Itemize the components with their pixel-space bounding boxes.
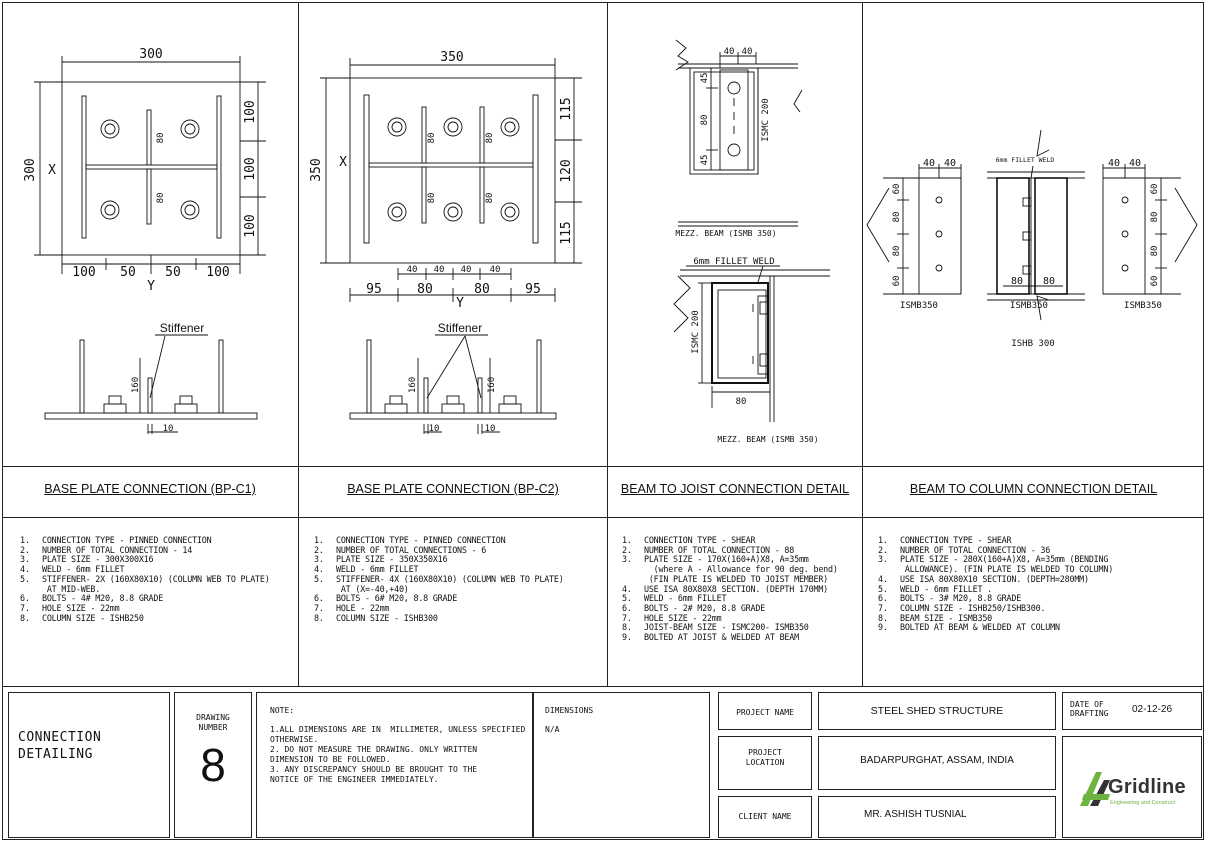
list-item: 5. STIFFENER- 4X (160X80X10) (COLUMN WEB TO PLATE) AT (X=-40,+40) [314, 573, 564, 594]
dim-right: 115 [559, 97, 574, 121]
dim-inner: 40 [460, 265, 472, 275]
weld-label: 6mm FILLET WELD [693, 257, 775, 267]
note-text: HOLE SIZE - 22mm [42, 602, 120, 613]
dim-height: 300 [23, 158, 38, 182]
note-text: NUMBER OF TOTAL CONNECTIONS - 6 [336, 544, 487, 555]
base-plate-bp-c2-drawing [300, 0, 606, 465]
base-plate-bp-c1-drawing [0, 0, 300, 465]
dim-top: 40 [1107, 158, 1121, 169]
notes-column [878, 536, 1200, 633]
dim-side: 60 [1150, 275, 1160, 287]
dim-elev-height: 160 [408, 376, 418, 394]
note-text: CONNECTION TYPE - SHEAR [644, 535, 756, 545]
note-text: PLATE SIZE - 300X300X16 [42, 554, 154, 565]
drawing-title: CONNECTION DETAILING [18, 730, 102, 762]
dimensions-value: N/A [545, 725, 560, 734]
project-location: BADARPURGHAT, ASSAM, INDIA [860, 755, 1014, 766]
list-item: 4. WELD - 6mm FILLET [20, 564, 125, 575]
dim-stiffener: 80 [485, 192, 495, 204]
note-text: BOLTS - 2# M20, 8.8 GRADE [644, 602, 766, 613]
dim-side: 60 [892, 183, 902, 195]
dim-bottom: 80 [474, 282, 490, 297]
list-item: 3. PLATE SIZE - 170X(160+A)X8, A=35mm (where A - Allowance for 90 deg. bend) (FIN PLATE IS WELDED TO JOIST MEMBER) [622, 554, 838, 584]
note-text: NUMBER OF TOTAL CONNECTION - 14 [42, 544, 193, 555]
dim-elev-thk: 10 [428, 424, 440, 434]
notes-bp-c1 [20, 536, 295, 623]
beam-label: ISMB350 [1124, 301, 1162, 311]
note-text: PLATE SIZE - 280X(160+A)X8, A=35mm (BENDING ALLOWANCE). (FIN PLATE IS WELDED TO COLUMN) [900, 554, 1114, 575]
note-text: BEAM SIZE - ISMB350 [900, 612, 993, 623]
list-item: 2. NUMBER OF TOTAL CONNECTIONS - 6 [314, 544, 487, 555]
note-text: HOLE - 22mm [336, 602, 390, 613]
list-item: 6. BOLTS - 6# M20, 8.8 GRADE [314, 593, 458, 604]
dim-top: 40 [922, 158, 936, 169]
note-text: USE ISA 80X80X8 SECTION. (DEPTH 170MM) [644, 583, 829, 594]
client-name-label: CLIENT NAME [738, 812, 792, 821]
dim-inner: 40 [433, 265, 445, 275]
note-text: PLATE SIZE - 170X(160+A)X8, A=35mm (where A - Allowance for 90 deg. bend) (FIN PLATE IS WELDED TO JOIST MEMBER) [644, 554, 838, 584]
dim-elev-thk: 10 [162, 424, 174, 434]
dim-stiffener: 80 [156, 192, 166, 204]
note-text: NUMBER OF TOTAL CONNECTION - 88 [644, 544, 795, 555]
dim-inner: 40 [489, 265, 501, 275]
beam-label: MEZZ. BEAM (ISMB 350) [675, 229, 777, 238]
beam-to-column-drawing [863, 0, 1203, 465]
weld-label: 6mm FILLET WELD [995, 156, 1055, 164]
notes-joist [622, 536, 860, 643]
dim-stiffener: 80 [427, 132, 437, 144]
project-location-label: PROJECT LOCATION [745, 748, 785, 767]
dim-bottom: 50 [120, 265, 136, 280]
note-text: HOLE SIZE - 22mm [644, 612, 722, 623]
list-item: 5. WELD - 6mm FILLET . [878, 583, 993, 594]
dim-top: 40 [741, 47, 753, 57]
list-item: 4. USE ISA 80X80X10 SECTION. (DEPTH=280MM) [878, 573, 1089, 584]
divider [2, 686, 1204, 687]
date-label: DATE OF DRAFTING [1070, 700, 1109, 718]
dim-stiffener: 80 [427, 192, 437, 204]
note-text: NUMBER OF TOTAL CONNECTION - 36 [900, 544, 1051, 555]
project-name: STEEL SHED STRUCTURE [870, 705, 1004, 717]
note-text: JOIST-BEAM SIZE - ISMC200- ISMB350 [644, 622, 809, 633]
list-item: 3. PLATE SIZE - 300X300X16 [20, 554, 154, 565]
list-item: 8. COLUMN SIZE - ISHB250 [20, 612, 144, 623]
note-text: COLUMN SIZE - ISHB300 [336, 612, 438, 623]
note-text: PLATE SIZE - 350X350X16 [336, 554, 448, 565]
client-name: MR. ASHISH TUSNIAL [864, 809, 967, 820]
note-text: BOLTED AT BEAM & WELDED AT COLUMN [900, 622, 1060, 633]
note-text: COLUMN SIZE - ISHB250/ISHB300. [900, 602, 1046, 613]
note-label: NOTE: [270, 706, 295, 715]
dim-top: 40 [943, 158, 957, 169]
note-text: CONNECTION TYPE - PINNED CONNECTION [42, 535, 212, 545]
dim-bottom: 95 [525, 282, 541, 297]
note-text: STIFFENER- 4X (160X80X10) (COLUMN WEB TO PLATE) AT (X=-40,+40) [336, 573, 564, 594]
list-item: 7. COLUMN SIZE - ISHB250/ISHB300. [878, 602, 1046, 613]
section-title-bp-c2: BASE PLATE CONNECTION (BP-C2) [347, 482, 559, 496]
axis-x: X [48, 163, 56, 178]
dim-side: 80 [892, 245, 902, 257]
beam-label: ISMB350 [1010, 301, 1048, 311]
list-item: 4. USE ISA 80X80X8 SECTION. (DEPTH 170MM) [622, 583, 829, 594]
project-name-label: PROJECT NAME [736, 708, 794, 717]
list-item: 9. BOLTED AT BEAM & WELDED AT COLUMN [878, 622, 1060, 633]
dim-inner: 80 [1042, 276, 1056, 287]
dim-height: 350 [309, 158, 324, 182]
dim-right: 100 [243, 100, 258, 124]
list-item: 2. NUMBER OF TOTAL CONNECTION - 14 [20, 544, 193, 555]
dim-side: 45 [700, 154, 710, 166]
dimensions-label: DIMENSIONS [545, 706, 594, 715]
stiffener-callout: Stiffener [159, 321, 205, 335]
dim-side: 80 [1150, 211, 1160, 223]
section-title-column: BEAM TO COLUMN CONNECTION DETAIL [909, 482, 1158, 496]
note-text: BOLTS - 4# M20, 8.8 GRADE [42, 593, 164, 604]
dim-top: 40 [1128, 158, 1142, 169]
divider [2, 466, 1204, 467]
note-text: WELD - 6mm FILLET [644, 593, 727, 604]
dim-side: 80 [1150, 245, 1160, 257]
dim-width: 350 [440, 50, 464, 65]
dim-bottom: 100 [72, 265, 96, 280]
dim-right: 100 [243, 214, 258, 238]
axis-y: Y [147, 279, 155, 294]
dim-elev-thk: 10 [484, 424, 496, 434]
dim-bottom: 80 [417, 282, 433, 297]
list-item: 5. STIFFENER- 2X (160X80X10) (COLUMN WEB TO PLATE) AT MID-WEB. [20, 573, 270, 594]
note-text: 1.ALL DIMENSIONS ARE IN MILLIMETER, UNLESS SPECIFIED OTHERWISE. 2. DO NOT MEASURE THE DRAWING. ONLY WRITTEN DIMENSION TO BE FOLLOWED. 3. ANY DISCREPANCY SHOULD BE BROUGHT TO THE NOTICE OF THE ENGINEER IMMEDIATELY. [270, 725, 526, 784]
list-item: 1. CONNECTION TYPE - PINNED CONNECTION [20, 535, 212, 545]
dim-side: 80 [700, 114, 710, 126]
list-item: 2. NUMBER OF TOTAL CONNECTION - 36 [878, 544, 1051, 555]
member-label: ISMC 200 [691, 310, 701, 354]
note-text: BOLTS - 6# M20, 8.8 GRADE [336, 593, 458, 604]
member-label: ISMC 200 [761, 98, 771, 142]
note-text: CONNECTION TYPE - PINNED CONNECTION [336, 535, 506, 545]
dim-top: 40 [723, 47, 735, 57]
note-text: BOLTS - 3# M20, 8.8 GRADE [900, 593, 1022, 604]
list-item: 5. WELD - 6mm FILLET [622, 593, 727, 604]
note-text: BOLTED AT JOIST & WELDED AT BEAM [644, 632, 799, 643]
dim-stiffener: 80 [485, 132, 495, 144]
list-item: 7. HOLE - 22mm [314, 602, 390, 613]
dim-elev-height: 160 [487, 376, 497, 394]
section-title-bp-c1: BASE PLATE CONNECTION (BP-C1) [44, 482, 256, 496]
dim-side: 60 [1150, 183, 1160, 195]
list-item: 7. HOLE SIZE - 22mm [622, 612, 722, 623]
logo-name: Gridline [1108, 776, 1186, 798]
list-item: 1. CONNECTION TYPE - SHEAR [878, 535, 1012, 545]
axis-x: X [339, 155, 347, 170]
note-text: COLUMN SIZE - ISHB250 [42, 612, 144, 623]
list-item: 4. WELD - 6mm FILLET [314, 564, 419, 575]
dim-side: 80 [892, 211, 902, 223]
dim-bottom: 95 [366, 282, 382, 297]
note-text: WELD - 6mm FILLET . [900, 583, 993, 594]
note-text: STIFFENER- 2X (160X80X10) (COLUMN WEB TO PLATE) AT MID-WEB. [42, 573, 270, 594]
dim-side: 45 [700, 72, 710, 84]
list-item: 6. BOLTS - 3# M20, 8.8 GRADE [878, 593, 1022, 604]
dim-width: 300 [139, 47, 163, 62]
dim-inner: 80 [1010, 276, 1024, 287]
note-text: WELD - 6mm FILLET [336, 564, 419, 575]
section-title-joist: BEAM TO JOIST CONNECTION DETAIL [620, 482, 850, 496]
beam-to-joist-drawing [608, 0, 862, 465]
dim-bottom: 50 [165, 265, 181, 280]
divider [2, 517, 1204, 518]
list-item: 9. BOLTED AT JOIST & WELDED AT BEAM [622, 632, 799, 643]
note-text: USE ISA 80X80X10 SECTION. (DEPTH=280MM) [900, 573, 1089, 584]
stiffener-callout: Stiffener [437, 321, 483, 335]
beam-label: MEZZ. BEAM (ISMB 350) [717, 435, 819, 444]
dim-right: 115 [559, 221, 574, 245]
drawing-number-label: DRAWING NUMBER [196, 713, 230, 732]
list-item: 7. HOLE SIZE - 22mm [20, 602, 120, 613]
notes-bp-c2 [314, 536, 604, 623]
dim-inner: 40 [406, 265, 418, 275]
list-item: 6. BOLTS - 4# M20, 8.8 GRADE [20, 593, 164, 604]
dim-stiffener: 80 [156, 132, 166, 144]
drawing-number: 8 [200, 739, 226, 791]
list-item: 2. NUMBER OF TOTAL CONNECTION - 88 [622, 544, 795, 555]
dim-elev-height: 160 [131, 376, 141, 394]
dim-side: 60 [892, 275, 902, 287]
list-item: 6. BOLTS - 2# M20, 8.8 GRADE [622, 602, 766, 613]
title-cell [8, 692, 170, 838]
dim-right: 100 [243, 157, 258, 181]
dim-bottom: 100 [206, 265, 230, 280]
axis-y: Y [456, 296, 464, 311]
list-item: 8. BEAM SIZE - ISMB350 [878, 612, 993, 623]
list-item: 8. COLUMN SIZE - ISHB300 [314, 612, 438, 623]
list-item: 3. PLATE SIZE - 280X(160+A)X8, A=35mm (BENDING ALLOWANCE). (FIN PLATE IS WELDED TO COLUMN) [878, 554, 1114, 575]
dim-80: 80 [735, 397, 747, 407]
list-item: 1. CONNECTION TYPE - SHEAR [622, 535, 756, 545]
column-label: ISHB 300 [1011, 339, 1055, 349]
list-item: 1. CONNECTION TYPE - PINNED CONNECTION [314, 535, 506, 545]
dim-right: 120 [559, 159, 574, 183]
logo-tagline: Engineering and Construct [1110, 800, 1176, 806]
note-text: CONNECTION TYPE - SHEAR [900, 535, 1012, 545]
list-item: 3. PLATE SIZE - 350X350X16 [314, 554, 448, 565]
date-value: 02-12-26 [1132, 704, 1173, 715]
note-text: WELD - 6mm FILLET [42, 564, 125, 575]
gridline-logo-icon [1076, 768, 1112, 808]
list-item: 8. JOIST-BEAM SIZE - ISMC200- ISMB350 [622, 622, 809, 633]
beam-label: ISMB350 [900, 301, 938, 311]
